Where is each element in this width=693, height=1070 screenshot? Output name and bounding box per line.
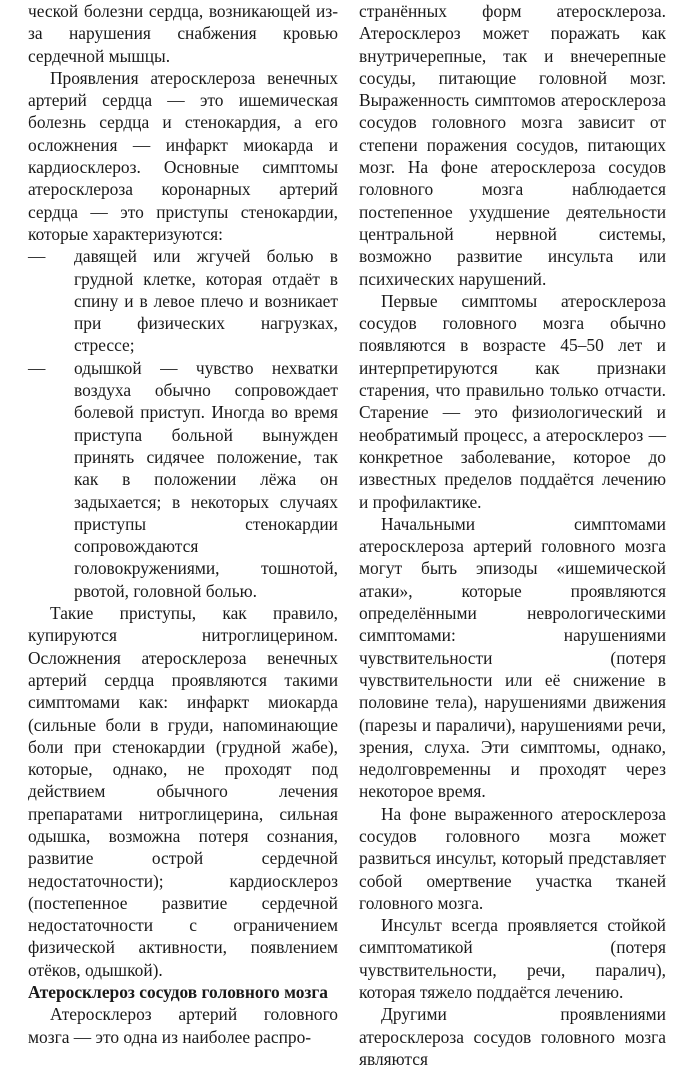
symptom-list (28, 245, 338, 602)
paragraph-brain-atherosclerosis-start: Атеросклероз артерий головного мозга — это одна из наиболее распро- (28, 1004, 338, 1047)
paragraph-complications: Такие приступы, как правило, купируются нитроглицерином. Осложнения атеросклероза венечных артерий сердца проявляются такими симптомами как: инфаркт миокарда (сильные боли в груди, напоминающие боли при стенокардии (грудной жабе), которые, однако, не проходят под действием обычного лечения препаратами нитроглицерина, сильная одышка, возможна потеря сознания, развитие острой сердечной недостаточности); кардиосклероз (постепенное развитие сердечной недостаточности с ограничением физической активности, появлением отёков, одышкой). (28, 603, 338, 980)
list-dash: — (28, 357, 46, 378)
list-item (28, 245, 338, 356)
paragraph-stroke: На фоне выраженного атеросклероза сосудов головного мозга может развиться инсульт, который представляет собой омертвение участка тканей головного мозга. (359, 803, 666, 913)
paragraph-ischemic-attack: Начальными симптомами атеросклероза артерий головного мозга могут быть эпизоды «ишемической атаки», которые проявляются определёнными неврологическими симптомами: нарушениями чувствительности (потеря чувствительности или её снижение в половине тела), нарушениями движения (парезы и параличи), нарушениями речи, зрения, слуха. Эти симптомы, однако, недолговременны и проходят через некоторое время. (359, 513, 666, 802)
paragraph-first-symptoms: Первые симптомы атеросклероза сосудов головного мозга обычно появляются в возрасте 45–50 лет и интерпретируются как признаки старения, что правильно только отчасти. Старение — это физиологический и необратимый процесс, а атеросклероз — конкретное заболевание, которое до известных пределов поддаётся лечению и профилактике. (359, 290, 666, 512)
paragraph-intro: ческой болезни сердца, возникающей из-за нарушения снабжения кровью сердечной мышцы. (28, 1, 338, 66)
paragraph-stroke-symptoms: Инсульт всегда проявляется стойкой симптоматикой (потеря чувствительности, речи, паралич), которая тяжело поддаётся лечению. (359, 915, 666, 1003)
paragraph-other-manifestations: Другими проявлениями атеросклероза сосудов головного мозга являются (359, 1004, 666, 1069)
list-item-text: одышкой — чувство нехватки воздуха обычно сопровождает болевой приступ. Иногда во время приступа больной вынужден принять сидячее положение, так как в положении лёжа он задыхается; в некоторых случаях приступы стенокардии сопровождаются головокружениями, тошнотой, рвотой, головной болью. (74, 357, 338, 601)
section-heading: Атеросклероз сосудов головного мозга (28, 982, 328, 1003)
paragraph-coronary-symptoms: Проявления атеросклероза венечных артерий сердца — это ишемическая болезнь сердца и стенокардия, а его осложнения — инфаркт миокарда и кардиосклероз. Основные симптомы атеросклероза коронарных артерий сердца — это приступы стенокардии, которые характеризуются: (28, 67, 338, 244)
right-column (359, 0, 666, 1070)
list-item (28, 357, 338, 602)
paragraph-brain-atherosclerosis-cont: странённых форм атеросклероза. Атеросклероз может поражать как внутричерепные, так и внечерепные сосуды, питающие головной мозг. Выраженность симптомов атеросклероза сосудов головного мозга зависит от степени поражения сосудов, питающих мозг. На фоне атеросклероза сосудов головного мозга наблюдается постепенное ухудшение деятельности центральной нервной системы, возможно развитие инсульта или психических нарушений. (359, 1, 666, 289)
list-item-text: давящей или жгучей болью в грудной клетке, которая отдаёт в спину и в левое плечо и возникает при физических нагрузках, стрессе; (74, 246, 338, 356)
left-column (28, 0, 338, 1048)
list-dash: — (28, 246, 46, 267)
